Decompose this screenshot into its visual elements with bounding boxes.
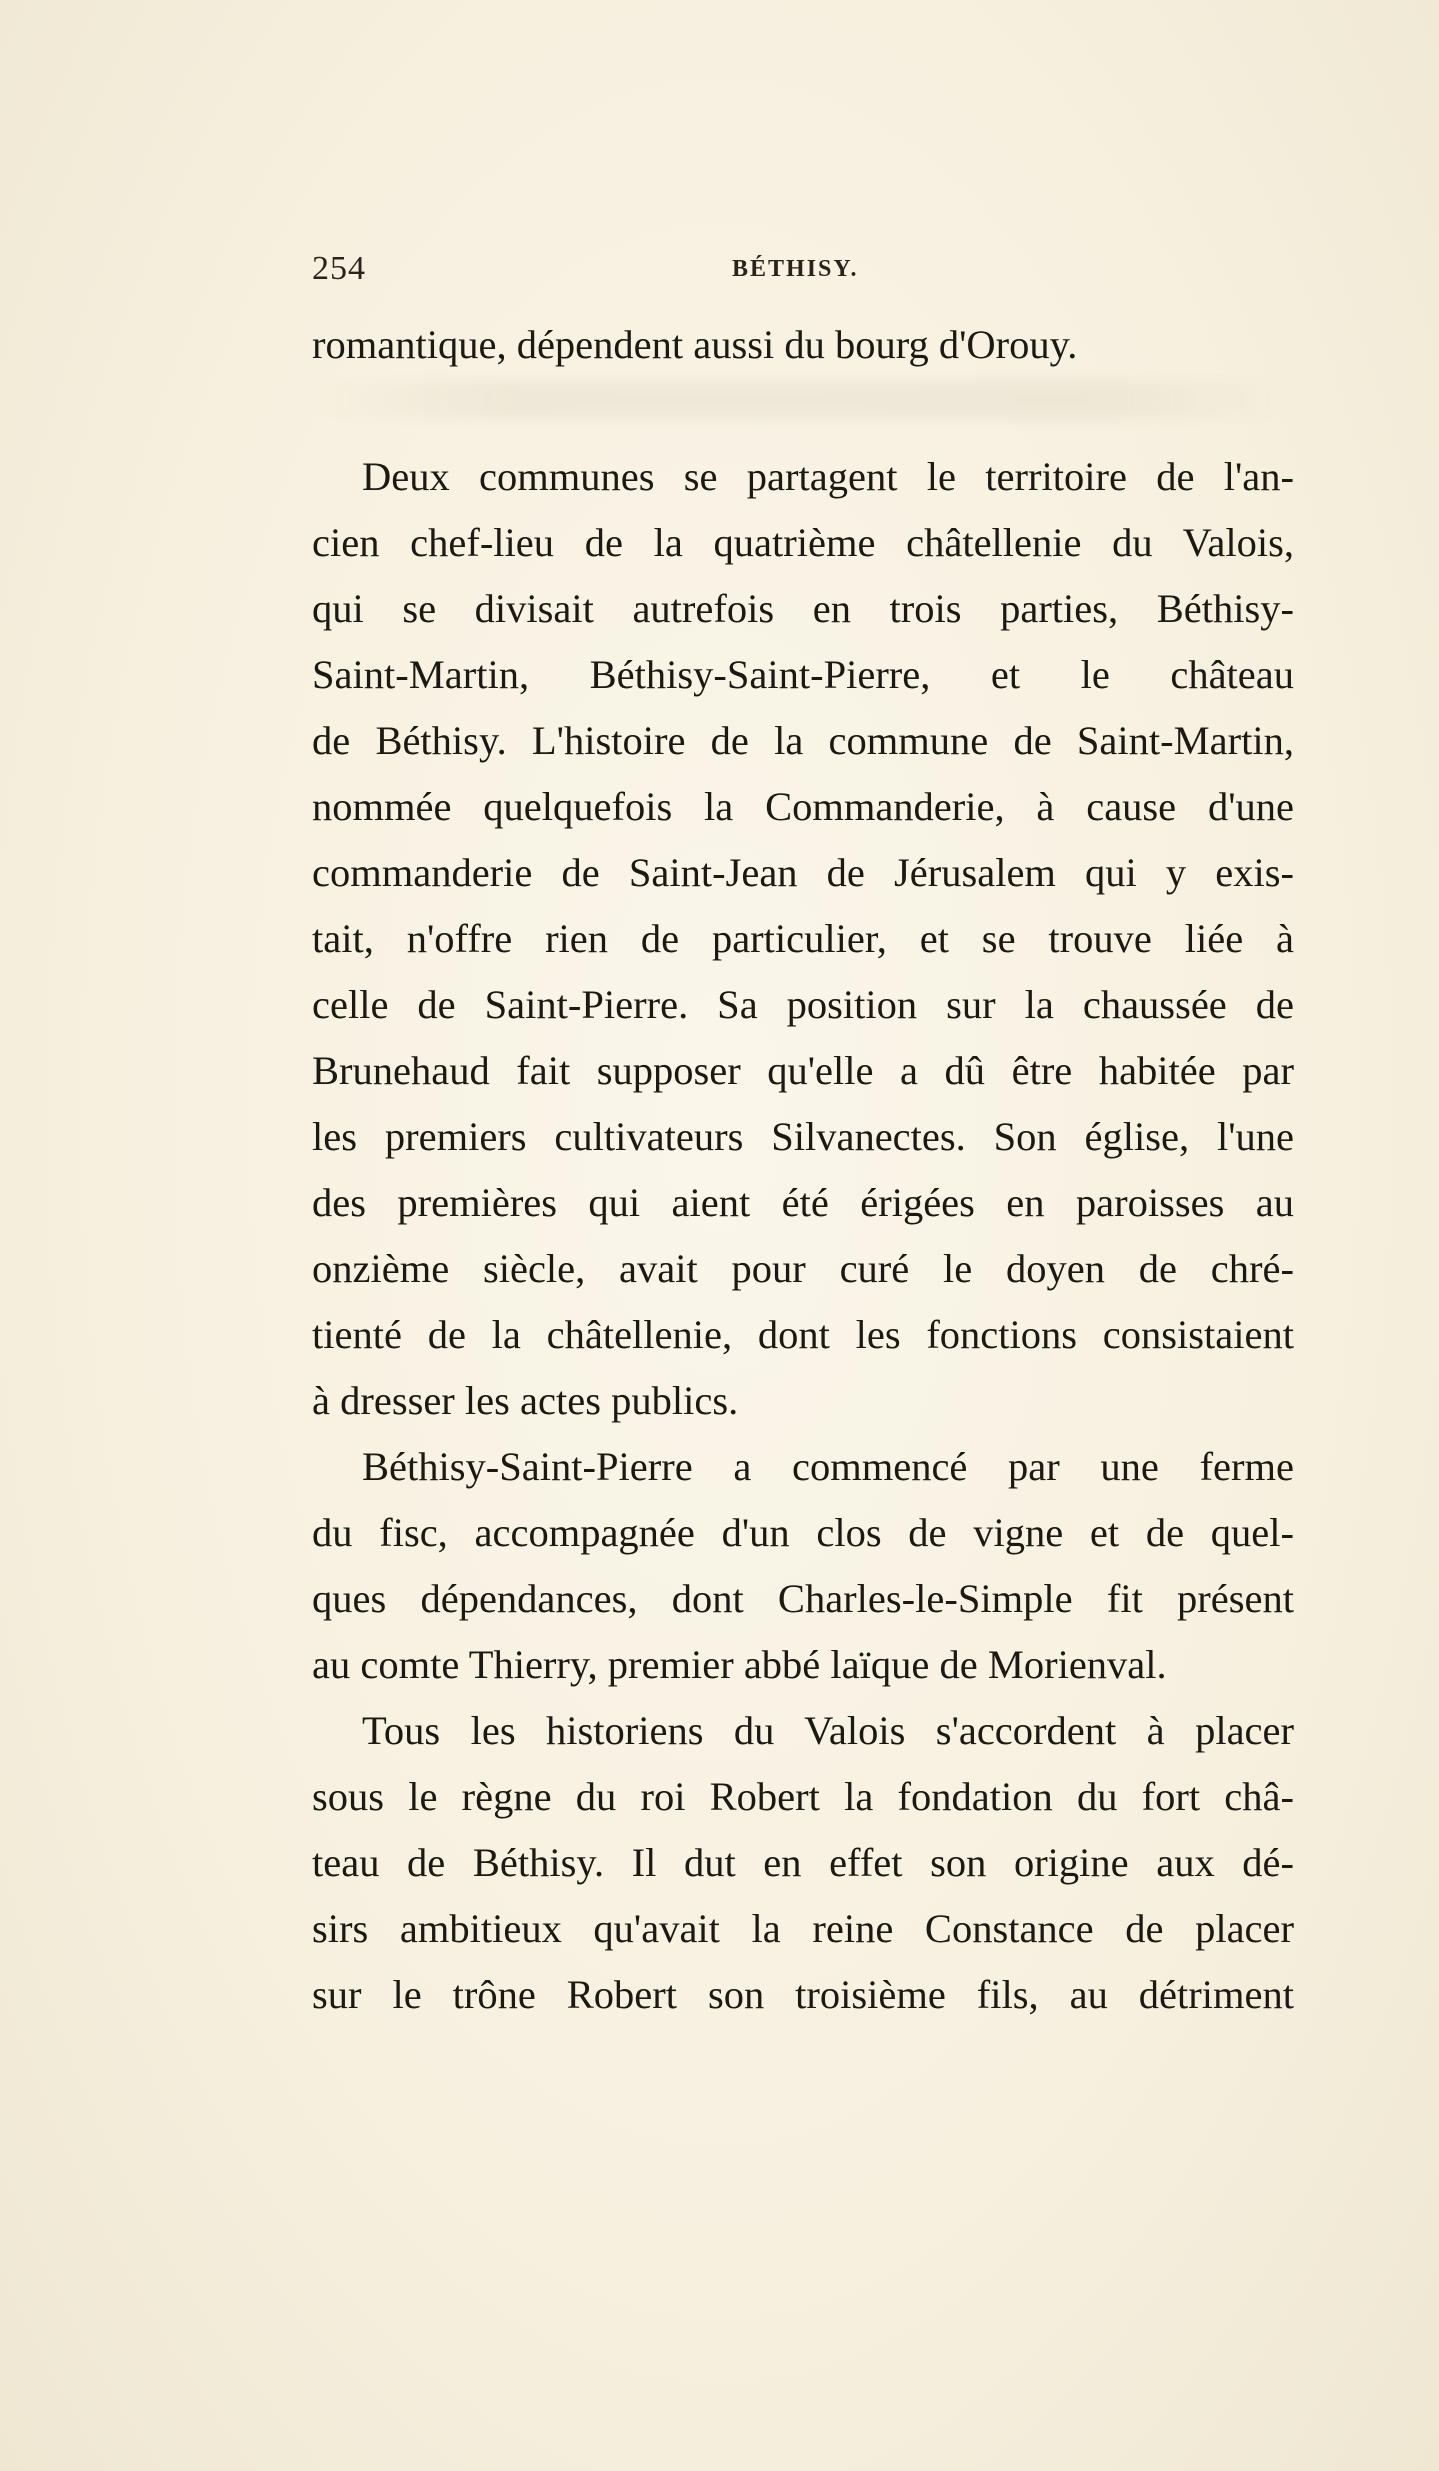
text-line: à dresser les actes publics.: [312, 1378, 739, 1423]
text-line: celle de Saint-Pierre. Sa position sur la chaussée de: [312, 982, 1294, 1027]
text-line: teau de Béthisy. Il dut en effet son origine aux dé-: [312, 1840, 1294, 1885]
text-line: romantique, dépendent aussi du bourg d'Orouy.: [312, 322, 1078, 367]
text-line: nommée quelquefois la Commanderie, à cause d'une: [312, 784, 1294, 829]
text-line: Saint-Martin, Béthisy-Saint-Pierre, et le château: [312, 652, 1294, 697]
body-text: [312, 312, 1294, 2028]
page-number: 254: [312, 250, 366, 287]
text-line: qui se divisait autrefois en trois parties, Béthisy-: [312, 586, 1294, 631]
text-line: commanderie de Saint-Jean de Jérusalem qui y exis-: [312, 850, 1294, 895]
text-line: tait, n'offre rien de particulier, et se trouve liée à: [312, 916, 1294, 961]
text-line: cien chef-lieu de la quatrième châtellenie du Valois,: [312, 520, 1294, 565]
text-line: sirs ambitieux qu'avait la reine Constance de placer: [312, 1906, 1294, 1951]
text-line: sur le trône Robert son troisième fils, au détriment: [312, 1972, 1294, 2017]
text-line: ques dépendances, dont Charles-le-Simple fit présent: [312, 1576, 1294, 1621]
text-line: Deux communes se partagent le territoire de l'an-: [362, 454, 1294, 499]
text-line: les premiers cultivateurs Silvanectes. Son église, l'une: [312, 1114, 1294, 1159]
text-line: sous le règne du roi Robert la fondation du fort châ-: [312, 1774, 1294, 1819]
text-line: tienté de la châtellenie, dont les fonctions consistaient: [312, 1312, 1294, 1357]
page-header: [312, 250, 1294, 290]
text-line: Tous les historiens du Valois s'accordent à placer: [362, 1708, 1294, 1753]
text-line: au comte Thierry, premier abbé laïque de Morienval.: [312, 1642, 1167, 1687]
paragraph-gap: [312, 378, 1294, 444]
text-line: de Béthisy. L'histoire de la commune de Saint-Martin,: [312, 718, 1294, 763]
text-line: onzième siècle, avait pour curé le doyen de chré-: [312, 1246, 1294, 1291]
running-head: BÉTHISY.: [732, 256, 859, 282]
text-line: des premières qui aient été érigées en paroisses au: [312, 1180, 1294, 1225]
text-line: Brunehaud fait supposer qu'elle a dû être habitée par: [312, 1048, 1294, 1093]
text-line: du fisc, accompagnée d'un clos de vigne et de quel-: [312, 1510, 1294, 1555]
text-line: Béthisy-Saint-Pierre a commencé par une ferme: [362, 1444, 1294, 1489]
